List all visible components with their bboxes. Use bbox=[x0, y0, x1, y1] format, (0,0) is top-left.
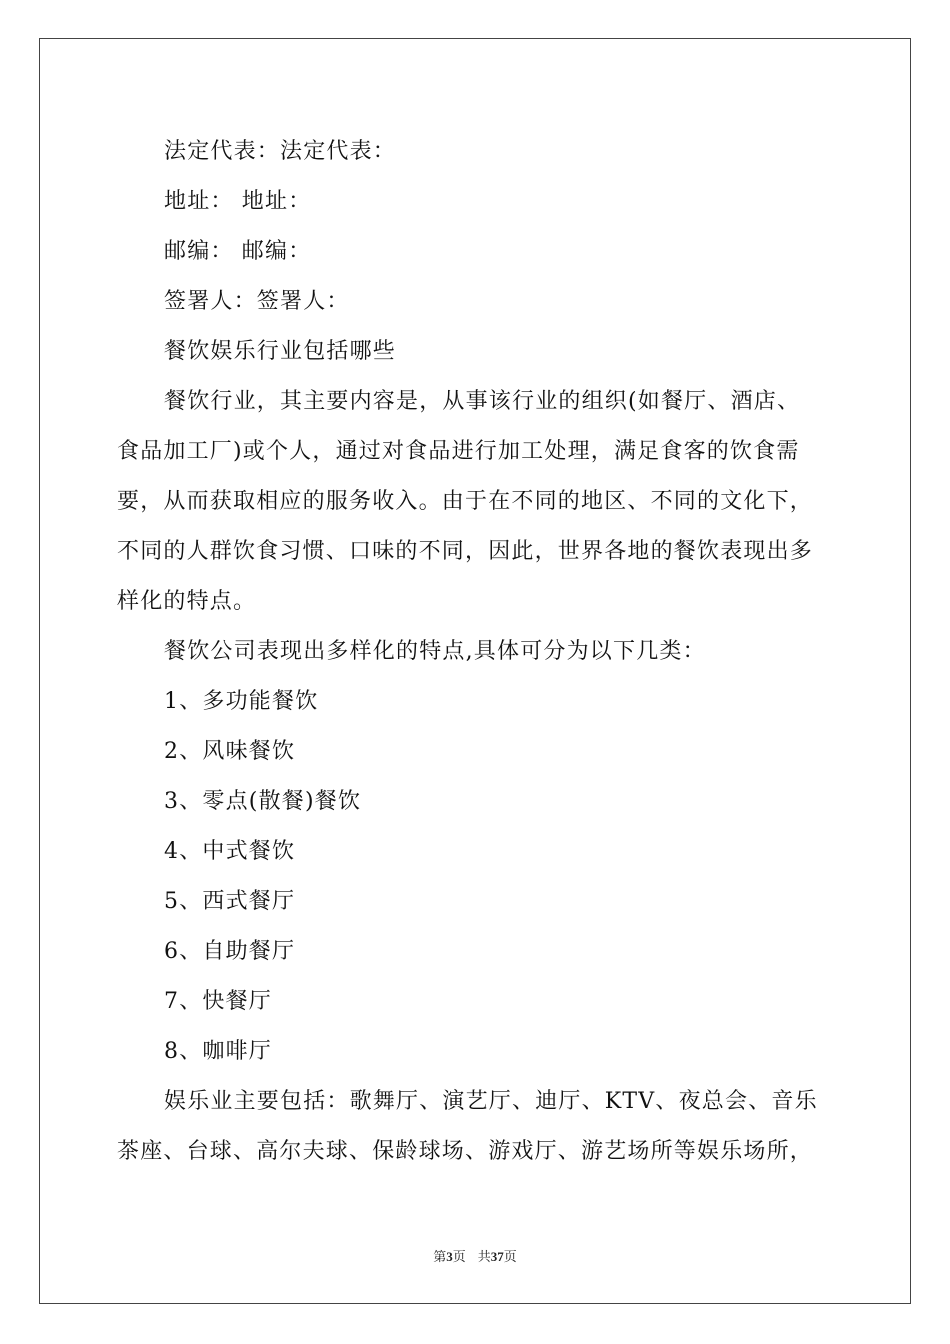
text-line: 要，从而获取相应的服务收入。由于在不同的地区、不同的文化下， bbox=[117, 489, 814, 514]
text-line: 不同的人群饮食习惯、口味的不同，因此，世界各地的餐饮表现出多 bbox=[117, 539, 814, 564]
list-item: 5、西式餐厅 bbox=[164, 889, 296, 914]
list-item: 8、咖啡厅 bbox=[164, 1039, 272, 1064]
page-suffix: 页 bbox=[452, 1249, 466, 1264]
page-number: 3 bbox=[446, 1249, 453, 1264]
text-line: 邮编： 邮编： bbox=[164, 239, 312, 264]
section-heading: 餐饮娱乐行业包括哪些 bbox=[164, 339, 397, 364]
page-footer bbox=[0, 1248, 950, 1266]
text-line: 餐饮行业，其主要内容是，从事该行业的组织(如餐厅、酒店、 bbox=[164, 389, 801, 414]
list-item: 4、中式餐饮 bbox=[164, 839, 296, 864]
text-line: 食品加工厂)或个人，通过对食品进行加工处理，满足食客的饮食需 bbox=[117, 439, 800, 464]
text-line: 样化的特点。 bbox=[117, 589, 257, 614]
text-line: 地址： 地址： bbox=[164, 189, 312, 214]
page-prefix: 第 bbox=[433, 1249, 447, 1264]
text-line: 娱乐业主要包括：歌舞厅、演艺厅、迪厅、KTV、夜总会、音乐 bbox=[164, 1089, 818, 1114]
text-line: 茶座、台球、高尔夫球、保龄球场、游戏厅、游艺场所等娱乐场所， bbox=[117, 1139, 814, 1164]
list-item: 2、风味餐饮 bbox=[164, 739, 296, 764]
list-item: 7、快餐厅 bbox=[164, 989, 272, 1014]
text-line: 签署人：签署人： bbox=[164, 289, 350, 314]
total-prefix: 共 bbox=[477, 1249, 491, 1264]
list-item: 3、零点(散餐)餐饮 bbox=[164, 789, 362, 814]
text-line: 餐饮公司表现出多样化的特点,具体可分为以下几类： bbox=[164, 639, 706, 664]
text-line: 法定代表：法定代表： bbox=[164, 139, 397, 164]
total-suffix: 页 bbox=[503, 1249, 517, 1264]
total-pages: 37 bbox=[490, 1249, 504, 1264]
document-body bbox=[117, 127, 837, 1177]
list-item: 6、自助餐厅 bbox=[164, 939, 296, 964]
list-item: 1、多功能餐饮 bbox=[164, 689, 319, 714]
